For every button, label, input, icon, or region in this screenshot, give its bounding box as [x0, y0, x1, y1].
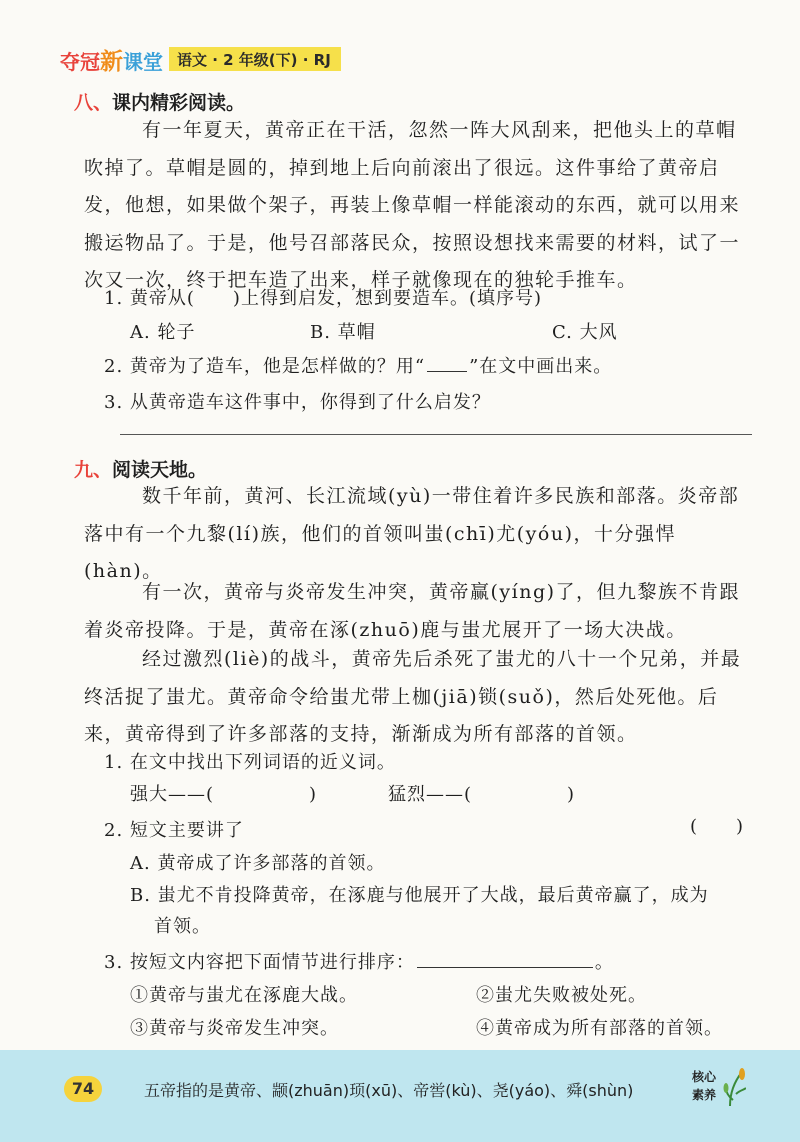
s9-event-3: ③黄帝与炎帝发生冲突。 [130, 1018, 339, 1039]
s9-q3-end: 。 [594, 952, 614, 973]
section8-number: 八、 [74, 92, 113, 114]
s9-q2-option-b-cont: 首领。 [154, 916, 211, 937]
s9-event-1: ①黄帝与蚩尤在涿鹿大战。 [130, 985, 358, 1006]
core-literacy-badge [690, 1064, 746, 1108]
s8-q1-option-c: C. 大风 [552, 322, 618, 343]
brand-text-1: 夺冠 [60, 49, 100, 74]
s9-q2-option-b: B. 蚩尤不肯投降黄帝，在涿鹿与他展开了大战，最后黄帝赢了，成为 [130, 885, 709, 906]
section8-title [74, 88, 245, 115]
s9-question-2: 2. 短文主要讲了 [104, 820, 244, 841]
s9-paragraph-3: 经过激烈(liè)的战斗，黄帝先后杀死了蚩尤的八十一个兄弟，并最终活捉了蚩尤。黄帝命令给蚩尤带上枷(jiā)锁(suǒ)，然后处死他。后来，黄帝得到了许多部落的支持，渐渐成为所有部落的首领。 [84, 648, 742, 745]
footer-note: 五帝指的是黄帝、颛(zhuān)顼(xū)、帝喾(kù)、尧(yáo)、舜(shùn) [144, 1081, 634, 1100]
s8-question-2 [104, 352, 612, 378]
s8-question-3: 3. 从黄帝造车这件事中，你得到了什么启发？ [104, 392, 491, 413]
s9-q3-blank[interactable] [417, 951, 593, 968]
s9-paragraph-2: 有一次，黄帝与炎帝发生冲突，黄帝赢(yíng)了，但九黎族不肯跟着炎帝投降。于是，黄帝在涿(zhuō)鹿与蚩尤展开了一场大决战。 [84, 581, 741, 641]
book-subtitle: 语文 · 2 年级(下) · RJ [169, 47, 341, 71]
badge-text-2: 素养 [692, 1088, 717, 1102]
s9-q3-text: 3. 按短文内容把下面情节进行排序： [104, 952, 415, 973]
section8-title-text: 课内精彩阅读。 [112, 92, 246, 114]
page-header [60, 46, 341, 75]
page-number: 74 [64, 1076, 102, 1102]
s8-question-1: 1. 黄帝从( )上得到启发，想到要造车。(填序号) [104, 288, 542, 309]
s9-q1-word-1: 强大——( ) [130, 784, 318, 805]
brand-text-3: 课堂 [123, 49, 163, 74]
answer-line[interactable] [120, 434, 752, 435]
s9-q2-answer-paren[interactable]: ( ) [690, 816, 745, 837]
section8-passage: 有一年夏天，黄帝正在干活，忽然一阵大风刮来，把他头上的草帽吹掉了。草帽是圆的，掉到地上后向前滚出了很远。这件事给了黄帝启发，他想，如果做个架子，再装上像草帽一样能滚动的东西，就可以用来搬运物品了。于是，他号召部落民众，按照设想找来需要的材料，试了一次又一次，终于把车造了出来，样子就像现在的独轮手推车。 [84, 119, 741, 291]
s9-event-4: ④黄帝成为所有部落的首领。 [476, 1018, 723, 1039]
s8-q2-text-a: 2. 黄帝为了造车，他是怎样做的？用“ [104, 356, 426, 377]
underline-symbol [427, 357, 467, 372]
s8-q2-text-b: ”在文中画出来。 [469, 356, 613, 377]
s9-q1-word-2: 猛烈——( ) [388, 784, 576, 805]
s9-q2-option-a: A. 黄帝成了许多部落的首领。 [130, 853, 386, 874]
s8-q1-option-a: A. 轮子 [130, 322, 196, 343]
brand-text-2: 新 [100, 48, 123, 75]
badge-text-1: 核心 [692, 1070, 717, 1084]
section9-number: 九、 [74, 459, 113, 481]
brand-logo [60, 43, 163, 76]
s9-question-3 [104, 948, 614, 974]
s9-event-2: ②蚩尤失败被处死。 [476, 985, 647, 1006]
section9-title-text: 阅读天地。 [112, 459, 208, 481]
s9-paragraph-1: 数千年前，黄河、长江流域(yù)一带住着许多民族和部落。炎帝部落中有一个九黎(lí)族，他们的首领叫蚩(chī)尤(yóu)，十分强悍(hàn)。 [84, 485, 740, 582]
s8-q1-option-b: B. 草帽 [310, 322, 376, 343]
s9-question-1: 1. 在文中找出下列词语的近义词。 [104, 752, 396, 773]
